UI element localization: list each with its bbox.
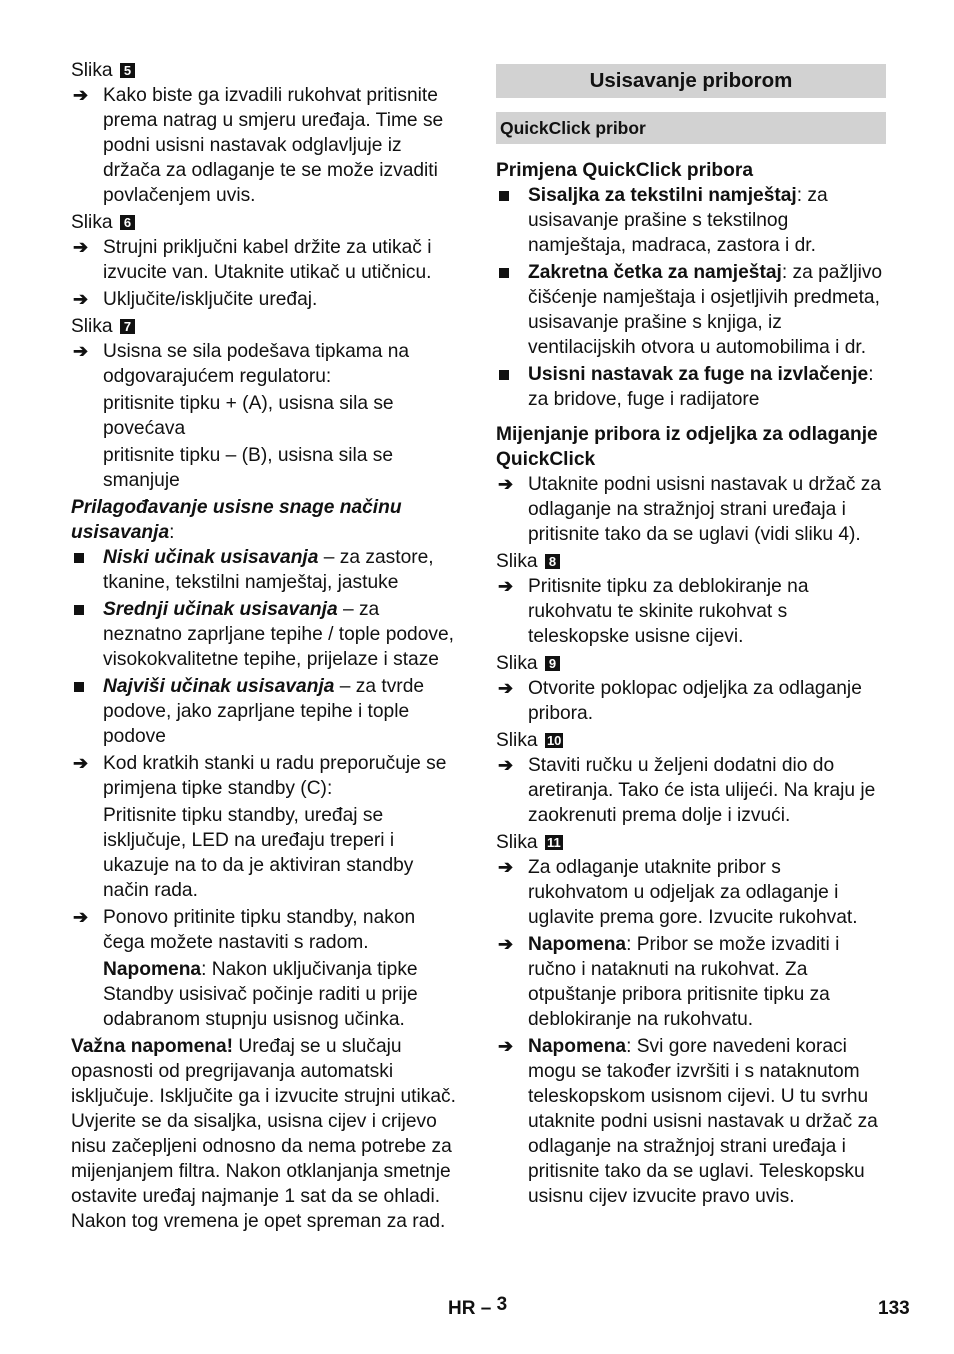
page-number: 133 <box>878 1298 910 1319</box>
arrow-icon: ➔ <box>498 474 514 494</box>
arrow-icon: ➔ <box>498 576 514 596</box>
bullet-item: Usisni nastavak za fuge na izvlačenje: za bridove, fuge i radijatore <box>496 362 886 412</box>
important-note: Važna napomena! Uređaj se u slučaju opasnosti od pregrijavanja automatski isključuje. Isključite ga i izvucite strujni utikač. Uvjerite se da sisaljka, usisna cijev i crijevo nisu začepljeni odnosno da nema potrebe za mijenjanjem filtra. Nakon otklanjanja smetnje ostavite uređaj najmanje 1 sat da se ohladi. Nakon tog vremena je opet spreman za rad. <box>71 1036 456 1232</box>
figure-number-badge: 9 <box>545 656 560 671</box>
instruction-step: ➔ Ponovo pritinite tipku standby, nakon čega možete nastaviti s radom. <box>73 907 416 953</box>
step-detail: pritisnite tipku – (B), usisna sila se smanjuje <box>103 445 394 491</box>
adjust-title: Prilagođavanje usisne snage načinu usisavanja: <box>71 497 402 543</box>
subsection-heading: QuickClick pribor <box>496 112 886 144</box>
arrow-icon: ➔ <box>73 753 89 773</box>
instruction-step: ➔ Kako biste ga izvadili rukohvat pritisnite prema natrag u smjeru uređaja. Time se podni usisni nastavak odglavljuje iz držača za odlaganje te se može izvaditi povlačenjem uvis. <box>73 85 444 206</box>
bullet-item: Najviši učinak usisavanja – za tvrde podove, jako zaprljane tepihe i tople podove <box>71 674 461 749</box>
instruction-step: ➔ Kod kratkih stanki u radu preporučuje se primjena tipke standby (C): <box>73 753 447 799</box>
section-heading: Usisavanje priborom <box>496 64 886 98</box>
arrow-icon: ➔ <box>73 907 89 927</box>
figure-ref-9: Slika 9 <box>496 651 886 676</box>
arrow-icon: ➔ <box>498 934 514 954</box>
instruction-step: ➔ Napomena: Svi gore navedeni koraci mogu se također izvršiti i s nataknutom teleskopskom usisnom cijevi. U tu svrhu utaknite podni usisni nastavak u držač za odlaganje na stražnjoj strani uređaja i pritisnite tako da se uglavi. Teleskopsku usisnu cijev izvucite pravo uvis. <box>498 1036 878 1207</box>
figure-number-badge: 8 <box>545 554 560 569</box>
step-detail: pritisnite tipku + (A), usisna sila se povećava <box>103 393 394 439</box>
figure-number-badge: 5 <box>120 63 135 78</box>
instruction-step: ➔ Utaknite podni usisni nastavak u držač za odlaganje na stražnjoj strani uređaja i pritisnite tako da se uglavi (vidi sliku 4). <box>498 474 882 545</box>
square-bullet-icon <box>74 682 84 692</box>
instruction-step: ➔ Pritisnite tipku za deblokiranje na rukohvatu te skinite rukohvat s teleskopske usisne cijevi. <box>498 576 809 647</box>
figure-ref-8: Slika 8 <box>496 549 886 574</box>
bullet-item: Zakretna četka za namještaj: za pažljivo čišćenje namještaja i osjetljivih predmeta, usisavanje prašine s knjiga, iz ventilacijskih otvora u automobilima i dr. <box>496 260 886 360</box>
right-column <box>496 58 886 1209</box>
square-bullet-icon <box>499 370 509 380</box>
left-column <box>71 58 461 1234</box>
instruction-step: ➔ Usisna se sila podešava tipkama na odgovarajućem regulatoru: <box>73 341 410 387</box>
arrow-icon: ➔ <box>73 341 89 361</box>
instruction-step: ➔ Za odlaganje utaknite pribor s rukohvatom u odjeljak za odlaganje i uglavite prema gore. Izvucite rukohvat. <box>498 857 858 928</box>
instruction-step: ➔ Strujni priključni kabel držite za utikač i izvucite van. Utaknite utikač u utičnicu. <box>73 237 432 283</box>
figure-number-badge: 10 <box>546 733 562 748</box>
instruction-step: ➔ Staviti ručku u željeni dodatni dio do aretiranja. Tako će ista ulijeći. Na kraju je zaokrenuti prema dolje i izvući. <box>498 755 876 826</box>
arrow-icon: ➔ <box>498 755 514 775</box>
instruction-step: ➔ Uključite/isključite uređaj. <box>73 289 318 310</box>
figure-ref-5: Slika 5 <box>71 58 461 83</box>
figure-ref-7: Slika 7 <box>71 314 461 339</box>
instruction-step: ➔ Otvorite poklopac odjeljka za odlaganje pribora. <box>498 678 862 724</box>
arrow-icon: ➔ <box>73 237 89 257</box>
figure-ref-11: Slika 11 <box>496 832 561 853</box>
figure-number-badge: 7 <box>120 319 135 334</box>
instruction-step: ➔ Napomena: Pribor se može izvaditi i ručno i nataknuti na rukohvat. Za otpuštanje pribora pritisnite tipku za deblokiranje na rukohvatu. <box>498 934 840 1030</box>
bullet-item: Srednji učinak usisavanja – za neznatno zaprljane tepihe / tople podove, visokokvalitetne tepihe, prijelaze i staze <box>71 597 461 672</box>
change-title: Mijenjanje pribora iz odjeljka za odlaganje QuickClick <box>496 424 878 470</box>
square-bullet-icon <box>74 553 84 563</box>
arrow-icon: ➔ <box>73 289 89 309</box>
arrow-icon: ➔ <box>73 85 89 105</box>
step-detail: Pritisnite tipku standby, uređaj se isključuje, LED na uređaju treperi i ukazuje na to da je aktiviran standby način rada. <box>103 805 414 901</box>
bullet-item: Sisaljka za tekstilni namještaj: za usisavanje prašine s tekstilnog namještaja, madraca, zastora i dr. <box>496 183 886 258</box>
square-bullet-icon <box>499 191 509 201</box>
arrow-icon: ➔ <box>498 678 514 698</box>
arrow-icon: ➔ <box>498 857 514 877</box>
figure-ref-10: Slika 10 <box>496 730 562 751</box>
square-bullet-icon <box>499 268 509 278</box>
arrow-icon: ➔ <box>498 1036 514 1056</box>
square-bullet-icon <box>74 605 84 615</box>
footer-section-label: HR – 3 <box>448 1294 508 1319</box>
figure-ref-6: Slika 6 <box>71 210 461 235</box>
use-title: Primjena QuickClick pribora <box>496 160 753 181</box>
bullet-item: Niski učinak usisavanja – za zastore, tkanine, tekstilni namještaj, jastuke <box>71 545 461 595</box>
figure-number-badge: 6 <box>120 215 135 230</box>
figure-number-badge: 11 <box>546 835 561 850</box>
step-note: Napomena: Nakon uključivanja tipke Standby usisivač počinje raditi u prije odabranom stupnju usisnog učinka. <box>103 959 418 1030</box>
